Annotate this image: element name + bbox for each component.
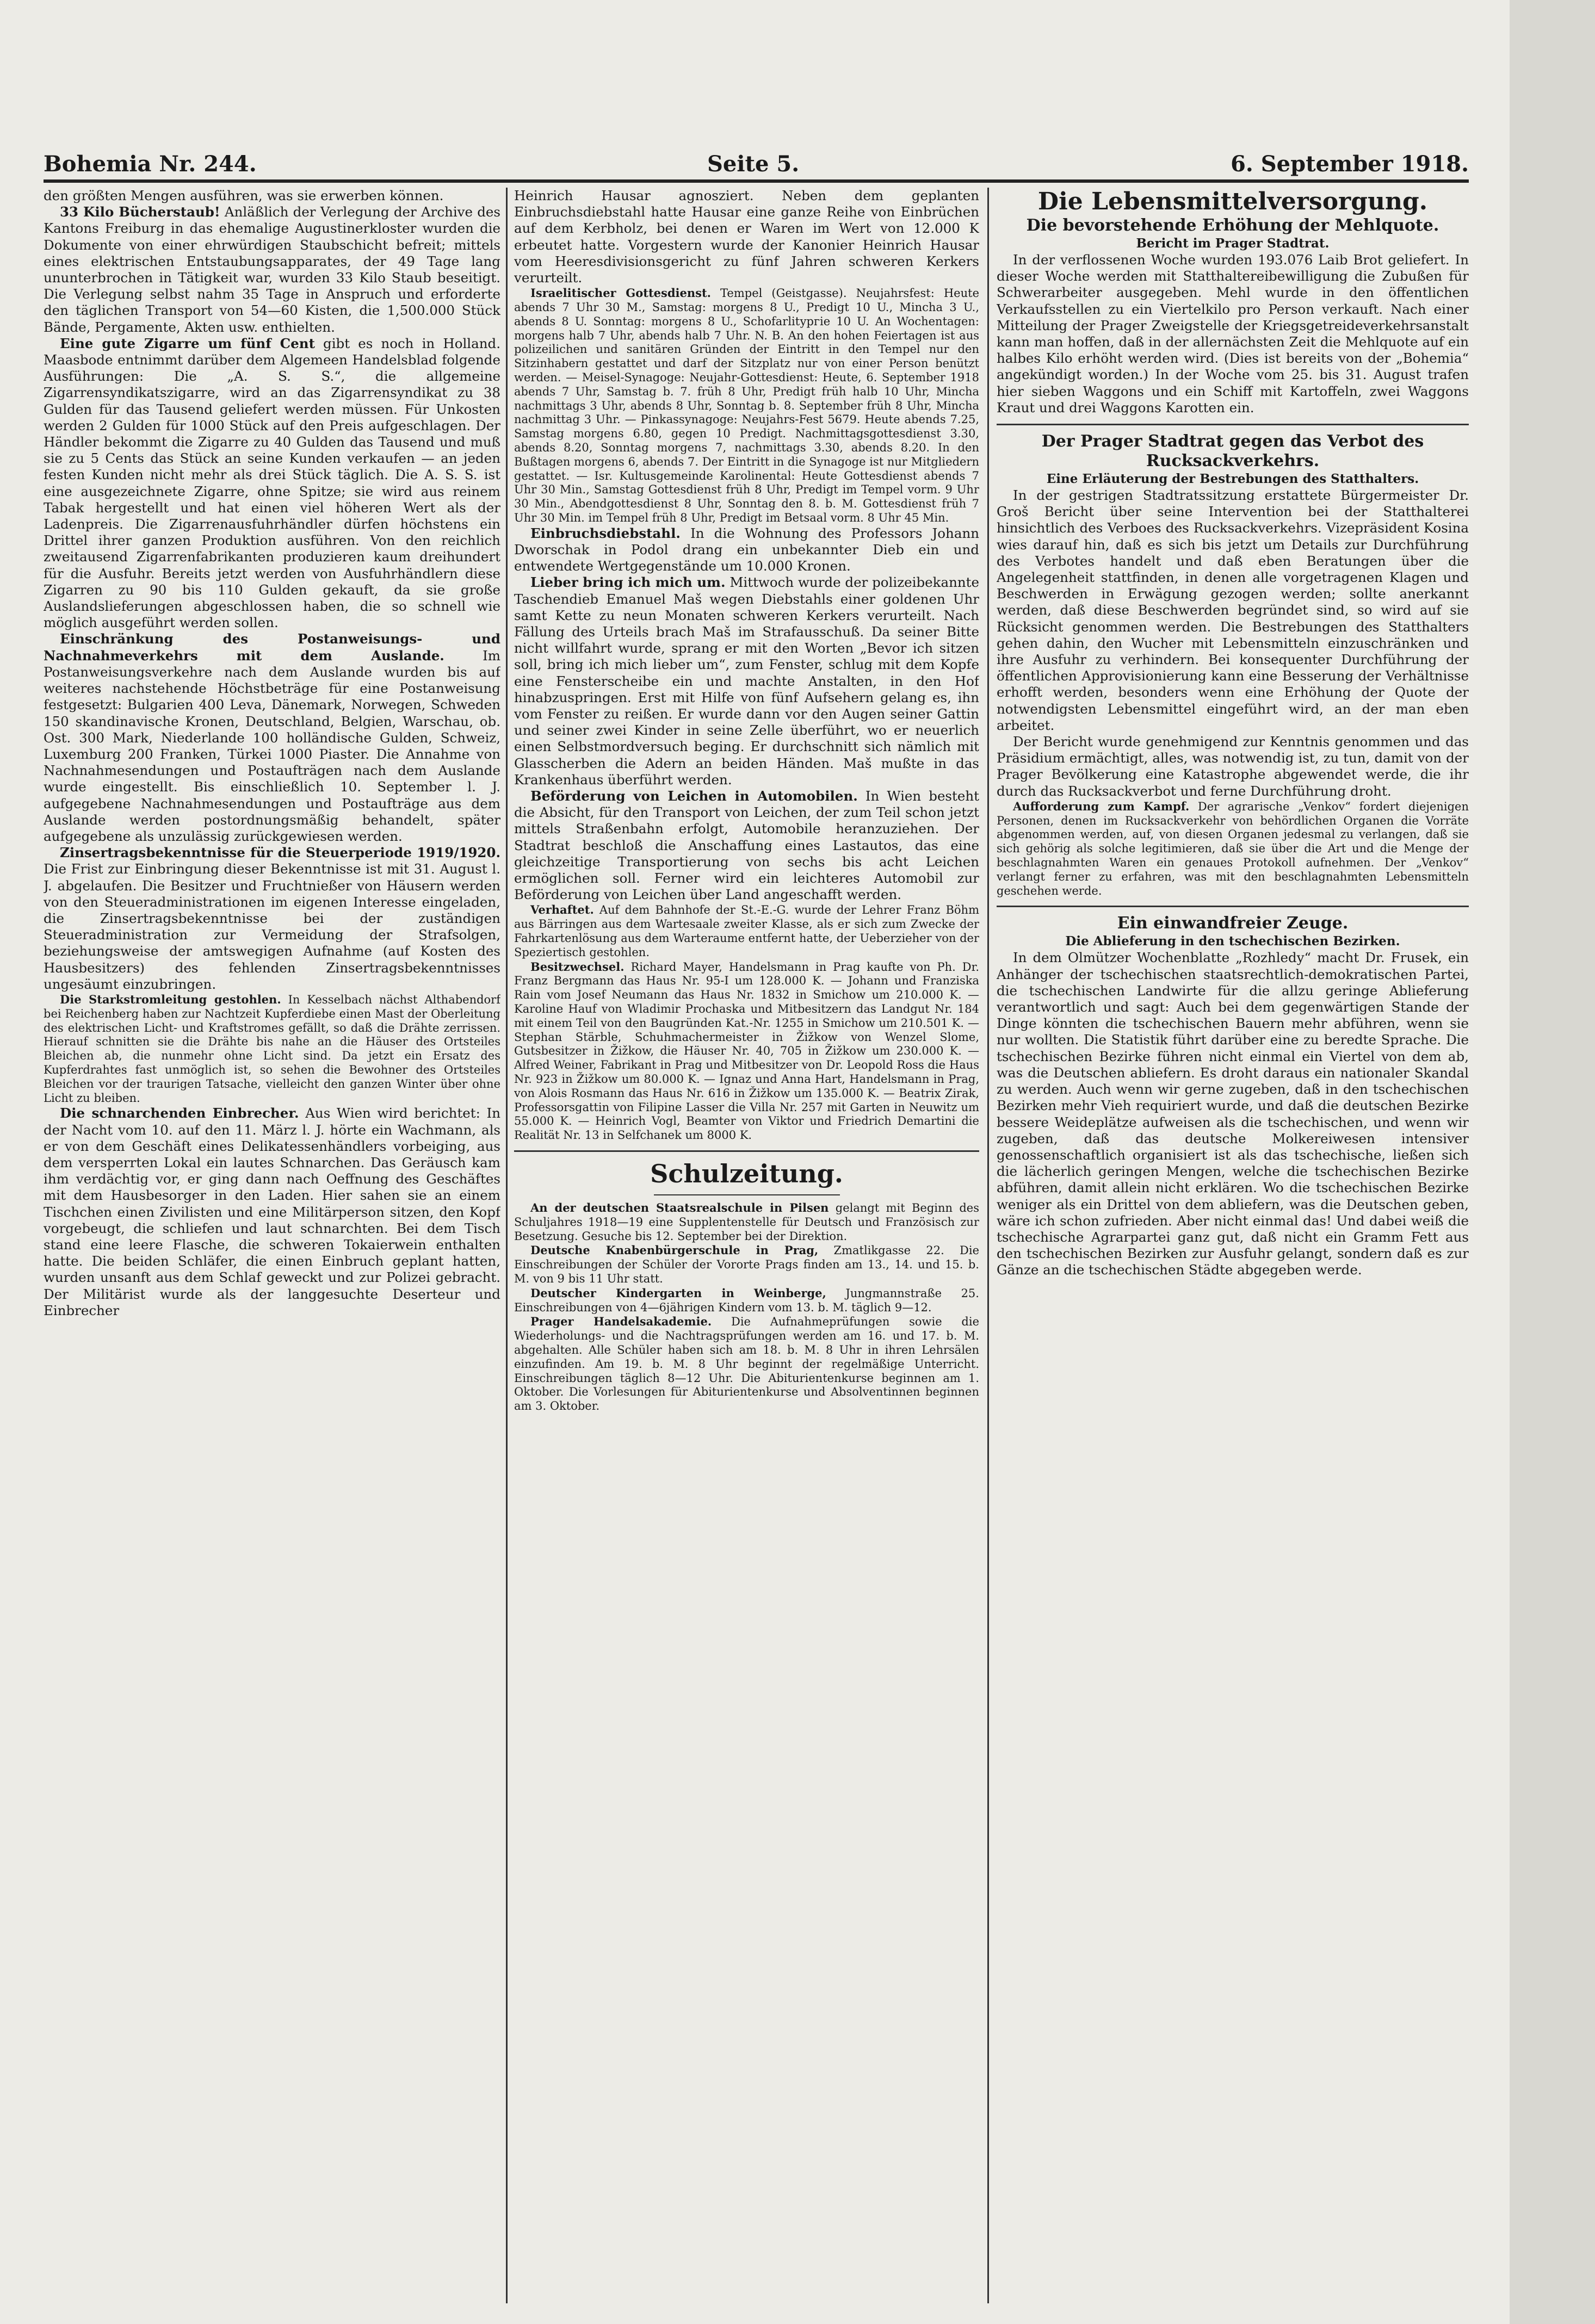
article-headline: Ein einwandfreier Zeuge. — [1117, 914, 1349, 933]
article-text: gelangt mit Beginn des Schuljahres 1918—19 eine Supplentenstelle für Deutsch und Französisch zur Besetzung. Gesuche bis 12. September bei der Direktion. — [514, 1201, 979, 1243]
article-text: Die Aufnahmeprüfungen sowie die Wiederholungs- und die Nachtragsprüfungen werden am 16. und 17. b. M. abgehalten. Alle Schüler haben sich am 18. b. M. 8 Uhr in ihren Lehrsälen einzufinden. Am 19. b. M. 8 Uhr beginnt der regelmäßige Unterricht. Einschreibungen täglich 8—12 Uhr. Die Abiturientenkurse beginnen am 1. Oktober. Die Vorlesungen für Abiturientenkurse und Absolventinnen beginnen am 3. Oktober. — [514, 1315, 979, 1413]
section-title: Schulzeitung. — [650, 1158, 843, 1188]
article-text: Richard Mayer, Handelsmann in Prag kaufte von Ph. Dr. Franz Bergmann das Haus Nr. 95-I um 128.000 K. — Johann und Franziska Rain vom Josef Neumann das Haus Nr. 1832 in Smichow um 210.000 K. — Karoline Hauf von Wladimir Prochaska und Mitbesitzern das Landgut Nr. 184 mit einem Teil von den Baugründen Kat.-Nr. 1255 in Smichow um 210.501 K. — Stephan Stärble, Schuhmachermeister in Žižkow von Wenzel Slome, Gutsbesitzer in Žižkow, die Häuser Nr. 40, 705 in Žižkow um 230.000 K. — Alfred Weiner, Fabrikant in Prag und Mitbesitzer von Dr. Leopold Ross die Haus Nr. 923 in Žižkow um 80.000 K. — Ignaz und Anna Hart, Handelsmann in Prag, von Alois Rosmann das Haus Nr. 616 in Žižkow um 135.000 K. — Beatrix Zirak, Professorsgattin von Filipine Lasser die Villa Nr. 257 mit Garten in Neuwitz um 55.000 K. — Heinrich Vogl, Beamter von Viktor und Friedrich Demartini die Realität Nr. 13 in Selfchanek um 8000 K. — [514, 960, 979, 1142]
article-text: Mittwoch wurde der polizeibekannte Taschendieb Emanuel Maš wegen Diebstahls einer goldenen Uhr samt Kette zu neun Monaten schweren Kerkers verurteilt. Nach Fällung des Urteils brach Maš im Strafausschuß. Da seiner Bitte nicht willfahrt wurde, sprang er mit den Worten „Bevor ich sitzen soll, bring ich mich lieber um“, zum Fenster, schlug mit dem Kopfe eine Fensterscheibe ein und machte Anstalten, in den Hof hinabzuspringen. Erst mit Hilfe von fünf Aufsehern gelang es, ihn vom Fenster zu reißen. Er wurde dann vor den Augen seiner Gattin und seiner zwei Kinder in seine Zelle überführt, wo er neuerlich einen Selbstmordversuch beging. Er durchschnitt sich nämlich mit Glasscherben die Adern an beiden Händen. Maš mußte in das Krankenhaus überführt werden. — [514, 574, 979, 788]
article-paragraph — [514, 903, 979, 959]
article-lead: Prager Handelsakademie. — [530, 1315, 712, 1329]
header-page-number: Seite 5. — [707, 151, 800, 177]
page-header — [44, 147, 1469, 179]
article-paragraph — [514, 525, 979, 575]
article-lead: Die schnarchenden Einbrecher. — [60, 1105, 299, 1121]
article-paragraph: In dem Olmützer Wochenblatte „Rozhledy“ macht Dr. Frusek, ein Anhänger der tschechischen staatsrechtlich-demokratischen Partei, die tschechischen Landwirte für die allzu geringe Ablieferung verantwortlich und sagt: Auch bei dem gegenwärtigen Stande der Dinge könnten die tschechischen Bauern mehr abführen, wenn sie nur wollten. Die Statistik führt darüber eine zu beredte Sprache. Die tschechischen Bezirke führen nicht einmal ein Viertel von dem ab, was die Deutschen abliefern. Es droht daraus ein nationaler Skandal zu werden. Auch wenn wir gerne zugeben, daß in den tschechischen Bezirken mehr Vieh requiriert wurde, und daß die deutschen Bezirke bessere Weideplätze aufweisen als die tschechischen, und wenn wir zugeben, daß das deutsche Molkereiwesen intensiver genossenschaftlich organisiert ist als das tschechische, ließen sich die lächerlich geringen Mengen, welche die tschechischen Bezirke abführen, damit allein nicht erklären. Wo die tschechischen Bezirke weniger als ein Drittel von dem abliefern, was die Deutschen geben, wäre ich schon zufrieden. Aber nicht einmal das! Und dabei weiß die tschechische Agrarpartei ganz gut, daß nicht ein Gramm Fett aus den tschechischen Bezirken zur Ausfuhr gelangt, sondern daß es zur Gänze an die tschechischen Städte abgegeben werde. — [997, 950, 1469, 1278]
article-text: gibt es noch in Holland. Maasbode entnimmt darüber dem Algemeen Handelsblad folgende Ausführungen: Die „A. S. S.“, die allgemeine Zigarrensyndikatszigarre, wird an das Zigarrensyndikat zu 38 Gulden für das Tausend geliefert werden müssen. Für Unkosten werden 2 Gulden für 1000 Stück auf den Preis aufgeschlagen. Der Händler bekommt die Zigarre zu 40 Gulden das Tausend und muß sie zu 5 Cents das Stück an seine Kunden verkaufen — an jeden festen Kunden nicht mehr als drei Stück täglich. Die A. S. S. ist eine ausgezeichnete Zigarre, ohne Spitze; sie wird aus reinem Tabak hergestellt und hat einen viel höheren Wert als der Ladenpreis. Die Zigarrenausfuhrhändler dürfen höchstens ein Drittel ihrer ganzen Produktion ausführen. Von den reichlich zweitausend Zigarrenfabrikanten produzieren kaum dreihundert für die Ausfuhr. Bereits jetzt werden von Ausfuhrhändlern diese Zigarren zu 90 bis 110 Gulden gekauft, da sie große Auslandslieferungen abgeschlossen haben, die so schnell wie möglich ausgeführt werden sollen. — [44, 335, 500, 631]
header-publication: Bohemia Nr. 244. — [44, 151, 257, 177]
article-subheadline: Die Ablieferung in den tschechischen Bezirken. — [1065, 934, 1400, 949]
article-lead: Deutscher Kindergarten in Weinberge, — [530, 1286, 826, 1300]
article-paragraph — [514, 1315, 979, 1414]
article-paragraph — [514, 960, 979, 1143]
article-paragraph — [514, 1286, 979, 1315]
article-paragraph — [44, 1105, 500, 1319]
article-rule — [997, 424, 1469, 425]
article-paragraph — [514, 574, 979, 788]
article-paragraph — [514, 1243, 979, 1286]
article-text: Zmatlikgasse 22. Die Einschreibungen der Schüler der Vororte Prags finden am 13., 14. und 15. b. M. von 9 bis 11 Uhr statt. — [514, 1244, 979, 1285]
article-text: In die Wohnung des Professors Johann Dworschak in Podol drang ein unbekannter Dieb ein und entwendete Wertgegenstände um 10.000 Kronen. — [514, 525, 979, 574]
article-text: Auf dem Bahnhofe der St.-E.-G. wurde der Lehrer Franz Böhm aus Bärringen aus dem Wartesaale zweiter Klasse, als er sich zum Zwecke der Fahrkartenlösung aus dem Warteraume entfernt hatte, der Ueberzieher von der Speziertisch gestohlen. — [514, 903, 979, 959]
article-paragraph — [44, 993, 500, 1105]
article-paragraph — [514, 788, 979, 903]
section-rule — [514, 1150, 979, 1152]
column-middle — [514, 188, 979, 2303]
article-paragraph: In der gestrigen Stadtratssitzung erstattete Bürgermeister Dr. Groš Bericht über seine Intervention bei der Statthalterei hinsichtlich des Verboes des Rucksackverkehrs. Vizepräsident Kosina wies darauf hin, daß es sich bis jetzt um Details zur Durchführung des Verbotes handelt und daß eben Beratungen über die Angelegenheit stattfinden, in denen alle vorgetragenen Klagen und Beschwerden in Erwägung gezogen werden; sollte anerkannt werden, daß diese Beschwerden begründet sind, so wird auf sie Rücksicht genommen werden. Die Bestrebungen des Statthalters gehen dahin, den Wucher mit Lebensmitteln einzuschränken und ihre Ausfuhr zu verhindern. Bei konsequenter Durchführung der öffentlichen Approvisionierung kann eine Besserung der Verhältnisse erhofft werden, besonders wenn eine Erhöhung der Quote der notwendigsten Lebensmittel eingeführt wird, an der man eben arbeitet. — [997, 487, 1469, 733]
article-lead: Die Starkstromleitung gestohlen. — [60, 992, 281, 1006]
article-lead: Einschränkung des Postanweisungs- und Nachnahmeverkehrs mit dem Auslande. — [44, 631, 500, 664]
article-lead: 33 Kilo Bücherstaub! — [60, 204, 220, 220]
article-subheadline: Eine Erläuterung der Bestrebungen des Statthalters. — [1046, 472, 1419, 487]
article-lead: Lieber bring ich mich um. — [530, 574, 726, 591]
article-lead: Deutsche Knabenbürgerschule in Prag, — [530, 1243, 819, 1257]
article-text: Im Postanweisungsverkehre nach dem Auslande wurden bis auf weiteres nachstehende Höchstbeträge für eine Postanweisung festgesetzt: Bulgarien 400 Leva, Dänemark, Norwegen, Schweden 150 skandinavische Kronen, Deutschland, Belgien, Warschau, ob. Ost. 300 Mark, Niederlande 100 holländische Gulden, Schweiz, Luxemburg 200 Franken, Türkei 1000 Piaster. Die Annahme von Nachnahmesendungen und Postaufträgen nach dem Auslande wurde eingestellt. Bis einschließlich 10. September l. J. aufgegebene Nachnahmesendungen und Postaufträge aus dem Auslande werden postordnungsmäßig behandelt, später aufgegebene als unzulässig zurückgewiesen werden. — [44, 647, 500, 844]
section-rule — [654, 1194, 840, 1195]
article-text: Anläßlich der Verlegung der Archive des Kantons Freiburg in das ehemalige Augustinerkloster wurden die Dokumente von einer ehrwürdigen Staubschicht befreit; mittels eines elektrischen Entstaubungsapparates, der 49 Tage lang ununterbrochen in Tätigkeit war, wurden 33 Kilo Staub beseitigt. Die Verlegung selbst nahm 35 Tage in Anspruch und erforderte den täglichen Transport von 54—60 Kisten, die 1,500.000 Stück Bände, Pergamente, Akten usw. enthielten. — [44, 204, 500, 335]
article-text: Jungmannstraße 25. Einschreibungen von 4—6jährigen Kindern vom 13. b. M. täglich 9—12. — [514, 1286, 979, 1314]
article-paragraph: Der Bericht wurde genehmigend zur Kenntnis genommen und das Präsidium ermächtigt, alles, was notwendig ist, zu tun, damit von der Prager Bevölkerung eine Katastrophe abgewendet werde, die ihr durch das Rucksackverbot und ferne Durchführung droht. — [997, 734, 1469, 799]
article-subheadline: Bericht im Prager Stadtrat. — [1136, 236, 1330, 251]
article-paragraph: den größten Mengen ausführen, was sie erwerben können. — [44, 188, 444, 203]
article-paragraph — [44, 631, 500, 845]
article-text: Aus Wien wird berichtet: In der Nacht vom 10. auf den 11. März l. J. hörte ein Wachmann, als er von dem Geschäft eines Delikatessenhändlers vorbeiging, aus dem versperrten Lokal ein lautes Schnarchen. Das Geräusch kam ihm verdächtig vor, er ging dann nach Oeffnung des Geschäftes mit dem Hausbesorger in den Laden. Hier sahen sie an einem Tischchen einen Zivilisten und eine Militärperson sitzen, den Kopf vorgebeugt, die schliefen und laut schnarchten. Bei dem Tisch stand eine leere Flasche, die schweren Tokaierwein enthalten hatte. Die beiden Schläfer, die einen Einbruch geplant hatten, wurden unsanft aus dem Schlaf geweckt und zur Polizei gebracht. Der Militärist wurde als der langgesuchte Deserteur und Einbrecher — [44, 1105, 500, 1318]
article-paragraph — [514, 1201, 979, 1243]
article-lead: Aufforderung zum Kampf. — [1013, 799, 1190, 813]
article-headline: Die Lebensmittelversorgung. — [1037, 188, 1428, 215]
column-divider — [506, 188, 508, 2303]
article-rule — [997, 906, 1469, 907]
article-lead: Besitzwechsel. — [530, 959, 625, 974]
article-lead: Israelitischer Gottesdienst. — [530, 286, 711, 300]
column-divider — [987, 188, 989, 2303]
article-paragraph — [44, 336, 500, 631]
article-paragraph: Heinrich Hausar agnosziert. Neben dem geplanten Einbruchsdiebstahl hatte Hausar eine ganze Reihe von Einbrüchen auf dem Kerbholz, bei denen er Waren im Wert von 12.000 K erbeutet hatte. Vorgestern wurde der Kanonier Heinrich Hausar vom Heeresdivisionsgericht zu fünf Jahren schweren Kerkers verurteilt. — [514, 188, 979, 286]
article-headline: Die bevorstehende Erhöhung der Mehlquote. — [1026, 216, 1439, 235]
article-lead: Beförderung von Leichen in Automobilen. — [530, 788, 858, 804]
header-rule — [44, 179, 1469, 183]
article-text: In Wien besteht die Absicht, für den Transport von Leichen, der zum Teil schon jetzt mittels Straßenbahn erfolgt, Automobile heranzuziehen. Der Stadtrat beschloß die Anschaffung eines Lastautos, das eine gleichzeitige Transportierung von sechs bis acht Leichen ermöglichen soll. Ferner wird ein leichteres Automobil zur Beförderung von Leichen über Land angeschafft werden. — [514, 788, 979, 903]
article-lead: Eine gute Zigarre um fünf Cent — [60, 335, 315, 351]
article-paragraph: In der verflossenen Woche wurden 193.076 Laib Brot geliefert. In dieser Woche werden mit Statthaltereibewilligung die Zubußen für Schwerarbeiter ausgegeben. Mehl wurde in den öffentlichen Verkaufsstellen zu ein Viertelkilo pro Person verkauft. Nach einer Mitteilung der Prager Zweigstelle der Kriegsgetreideverkehrsanstalt kann man hoffen, daß in der allernächsten Zeit die Mehlquote auf ein halbes Kilo erhöht werden wird. (Dies ist bereits von der „Bohemia“ angekündigt worden.) In der Woche vom 25. bis 31. August trafen hier sieben Waggons und ein Schiff mit Kartoffeln, zwei Waggons Kraut und drei Waggons Karotten ein. — [997, 252, 1469, 416]
article-text: Der agrarische „Venkov“ fordert diejenigen Personen, denen im Rucksackverkehr von behördlichen Organen die Vorräte abgenommen werden, auf, von diesen Organen jedesmal zu verlangen, daß sie sich gehörig als solche legitimieren, daß sie über die Art und die Menge der beschlagnahmten Waren ein genaues Protokoll aufnehmen. Der „Venkov“ verlangt ferner zu erfahren, was mit den beschlagnahmten Lebensmitteln geschehen werde. — [997, 800, 1469, 897]
article-paragraph — [997, 800, 1469, 898]
article-paragraph — [514, 286, 979, 525]
header-date: 6. September 1918. — [1231, 151, 1469, 177]
article-lead: Verhaftet. — [530, 903, 594, 917]
column-right — [997, 188, 1469, 2303]
column-left — [44, 188, 500, 2303]
article-lead: Zinsertragsbekenntnisse für die Steuerperiode 1919/1920. — [60, 845, 500, 861]
article-lead: An der deutschen Staatsrealschule in Pilsen — [530, 1200, 829, 1214]
article-text: Die Frist zur Einbringung dieser Bekenntnisse ist mit 31. August l. J. abgelaufen. Die Besitzer und Fruchtnießer von Häusern werden von den Steueradministrationen im eigenen Interesse eingeladen, die Zinsertragsbekenntnisse bei der zuständigen Steueradministration zur Vermeidung der Strafsolgen, beziehungsweise der amtswegigen Aufnahme (auf Kosten des Hausbesitzers) des fehlenden Zinsertragsbekenntnisses ungesäumt einzubringen. — [44, 861, 500, 992]
article-headline: Der Prager Stadtrat gegen das Verbot des Rucksackverkehrs. — [1041, 432, 1424, 471]
article-text: In Kesselbach nächst Althabendorf bei Reichenberg haben zur Nachtzeit Kupferdiebe einen Mast der Oberleitung des elektrischen Licht- und Kraftstromes gefällt, so daß die Drähte zerrissen. Hierauf schnitten sie die Drähte bis nahe an die Häuser des Ortsteiles Bleichen ab, die nunmehr ohne Licht sind. Da jetzt ein Ersatz des Kupferdrahtes fast unmöglich ist, so sehen die Bewohner des Ortsteiles Bleichen vor der traurigen Tatsache, vielleicht den ganzen Winter über ohne Licht zu bleiben. — [44, 993, 500, 1105]
article-paragraph — [44, 845, 500, 993]
scan-margin — [1510, 0, 1595, 2324]
article-paragraph — [44, 204, 500, 336]
article-text: Tempel (Geistgasse). Neujahrsfest: Heute abends 7 Uhr 30 M., Samstag: morgens 8 U., Predigt 10 U., Mincha 3 U., abends 8 U. Sonntag: morgens 8 U., Schofarlitургie 10 U. An Wochentagen: morgens halb 7 Uhr, abends halb 7 Uhr. N. B. An den hohen Feiertagen ist aus polizeilichen und sanitären Gründen der Eintritt in den Tempel nur den Sitzinhabern gestattet und darf der Sitzplatz nur von einer Person benützt werden. — Meisel-Synagoge: Neujahr-Gottesdienst: Heute, 6. September 1918 abends 7 Uhr, Samstag b. 7. früh 8 Uhr, Predigt früh halb 10 Uhr, Mincha nachmittags 3 Uhr, abends 8 Uhr, Sonntag b. 8. September früh 8 Uhr, Mincha nachmittag 3 Uhr. — Pinkassynagoge: Neujahrs-Fest 5679. Heute abends 7.25, Samstag morgens 6.80, gegen 10 Predigt. Nachmittagsgottesdienst 3.30, abends 8.20, Sonntag morgens 7, nachmittags 3.30, abends 8.20. In den Bußtagen morgens 6, abends 7. Der Eintritt in die Synagoge ist nur Mitgliedern gestattet. — Isr. Kultusgemeinde Karolinental: Heute Gottesdienst abends 7 Uhr 30 Min., Samstag Gottesdienst früh 8 Uhr, Predigt im Tempel vorm. 9 Uhr 30 Min., Abendgottesdienst 8 Uhr, Sonntag den 8. b. M. Gottesdienst früh 7 Uhr 30 Min. im Tempel früh 8 Uhr, Predigt im Betsaal vorm. 8 Uhr 45 Min. — [514, 287, 979, 524]
article-lead: Einbruchsdiebstahl. — [530, 525, 681, 541]
